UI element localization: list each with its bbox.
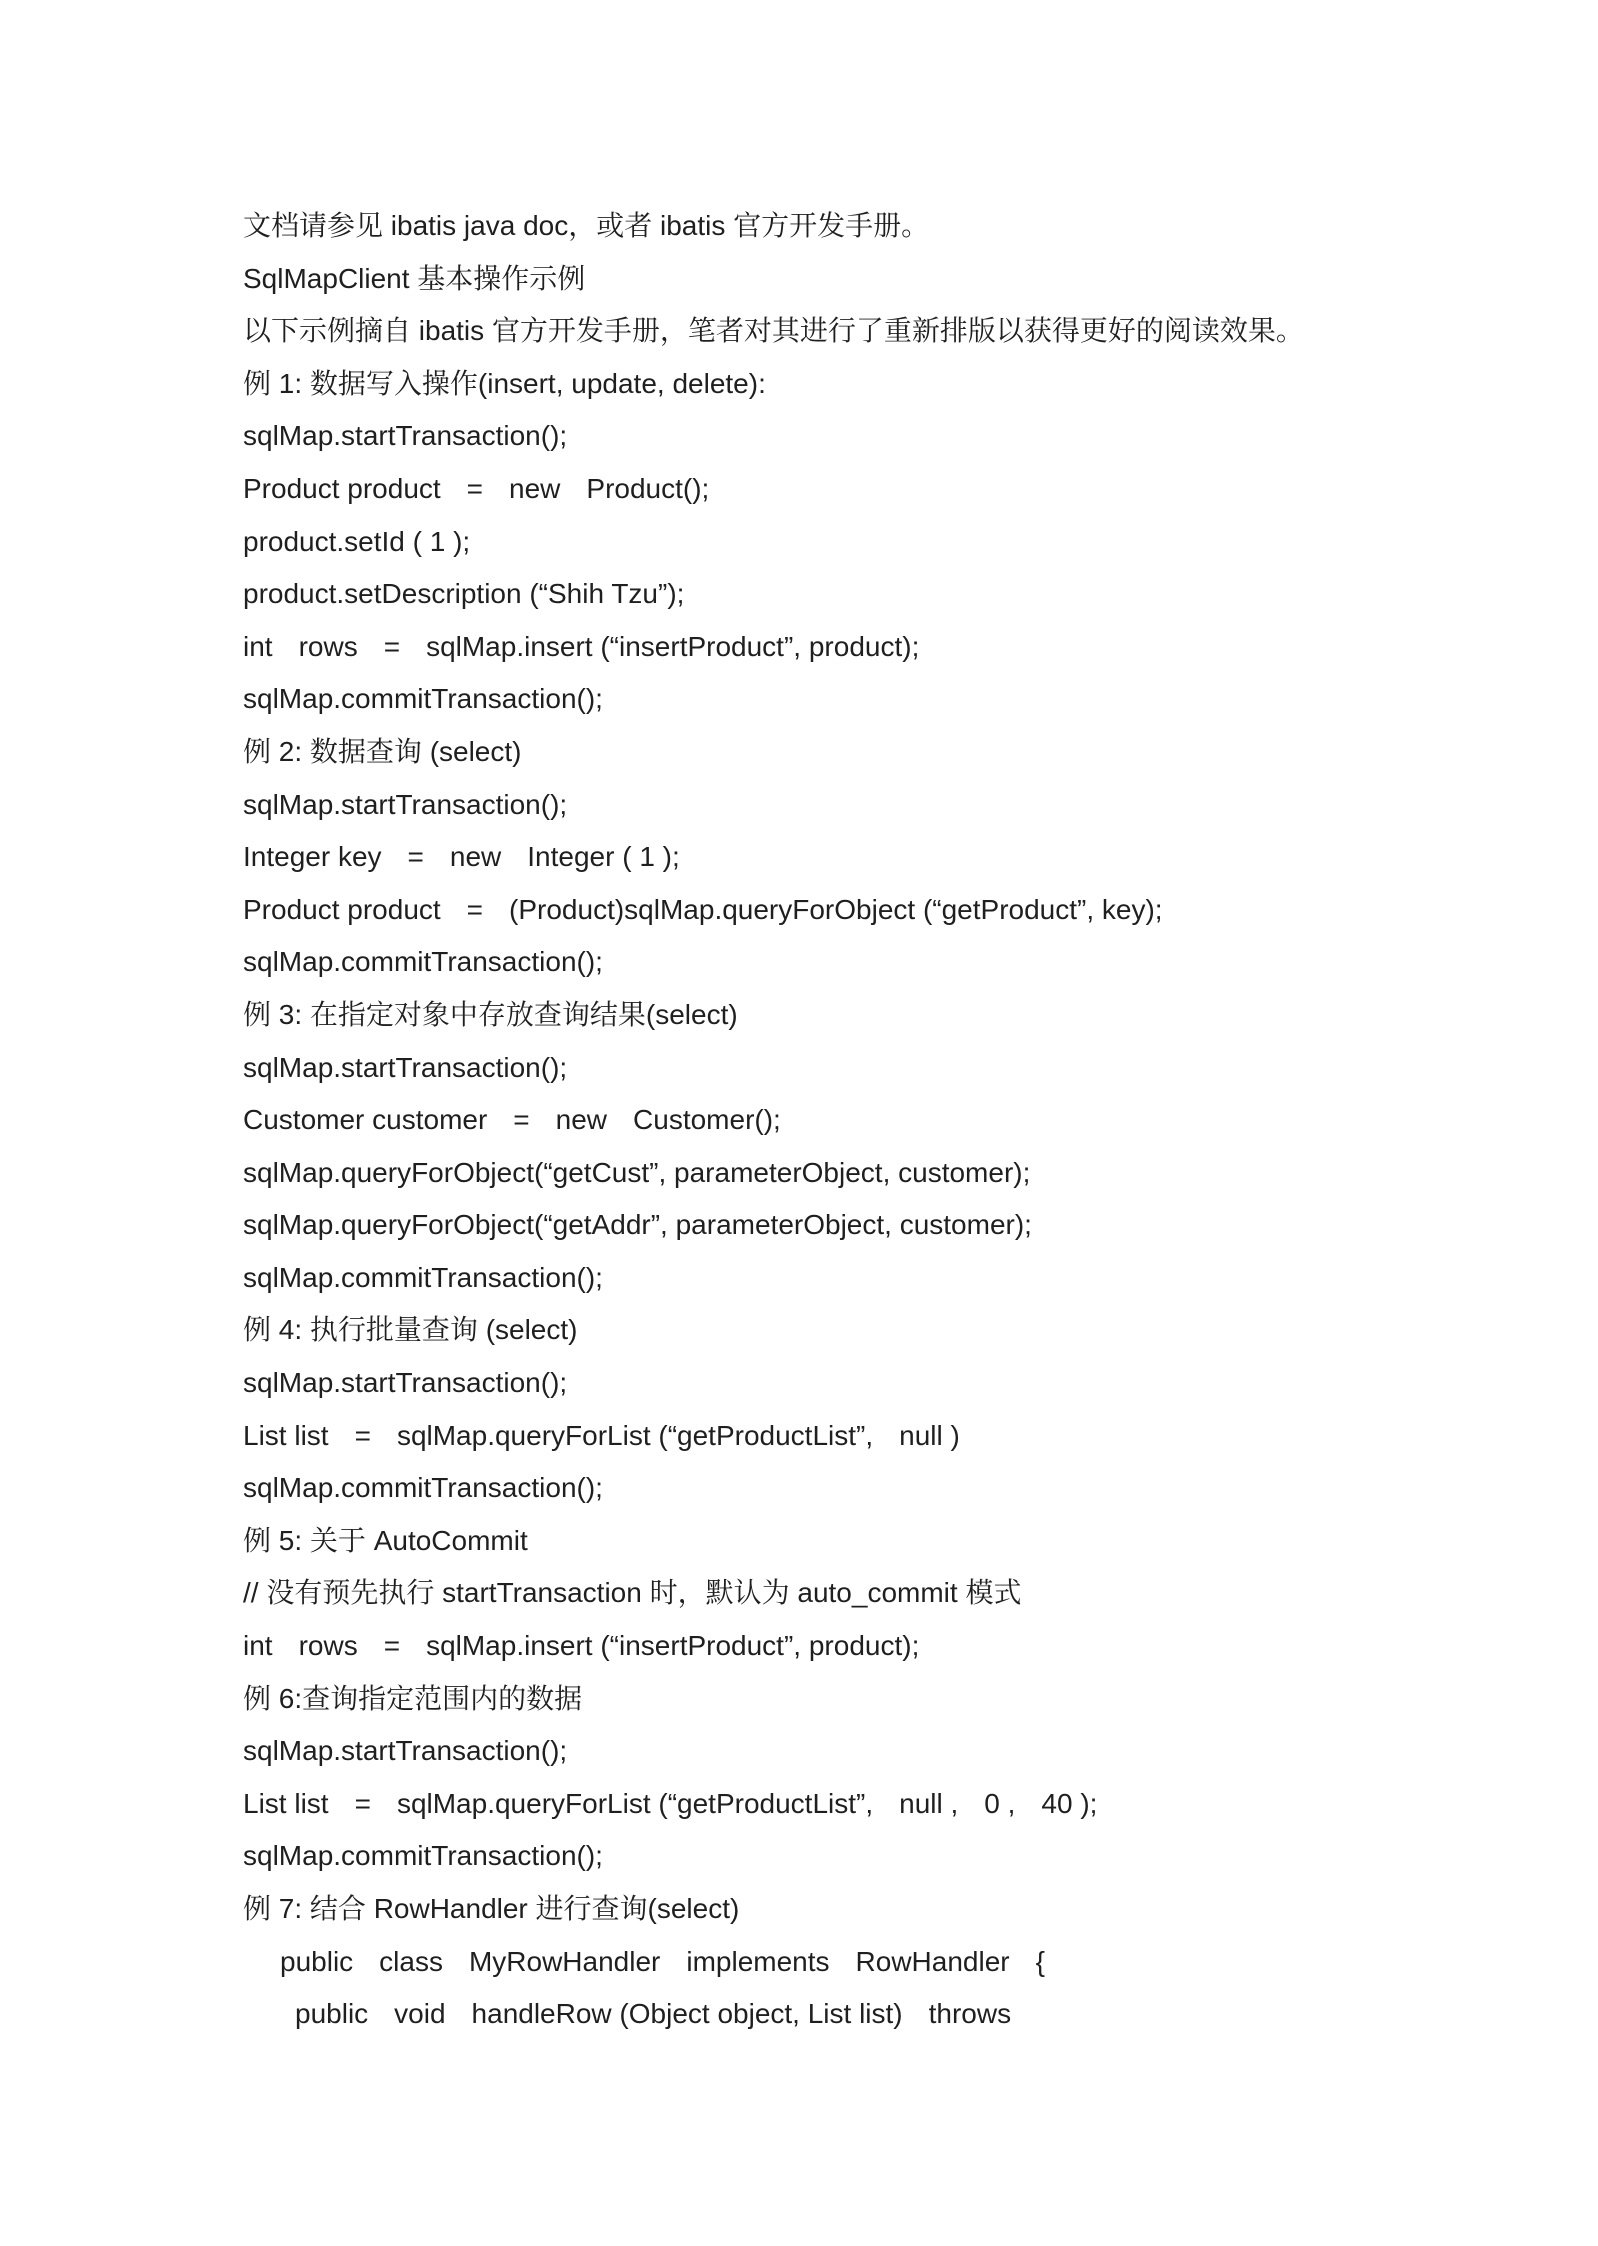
text-line-intro-doc	[0, 200, 1598, 253]
text-segment: rows	[298, 1630, 358, 1662]
text-segment: new	[555, 1104, 608, 1136]
text-segment: product.setDescription (“Shih Tzu”);	[243, 578, 685, 610]
text-segment: (Product)sqlMap.queryForObject (“getProduct”, key);	[509, 893, 1163, 925]
text-segment: Product product	[243, 472, 441, 504]
text-line-ex3-line-5	[0, 1252, 1598, 1305]
text-segment: =	[354, 1787, 371, 1819]
text-line-section-title	[0, 253, 1598, 306]
text-line-example-4-heading	[0, 1304, 1598, 1357]
text-line-ex1-line-2	[0, 463, 1598, 516]
text-segment: implements	[686, 1945, 830, 1977]
text-segment: new	[509, 472, 561, 504]
text-segment: rows	[298, 630, 358, 662]
text-segment: Integer key	[243, 841, 382, 873]
text-line-ex6-line-3	[0, 1830, 1598, 1883]
text-segment: public	[295, 1998, 369, 2030]
text-segment: product.setId ( 1 );	[243, 525, 471, 557]
text-segment: sqlMap.startTransaction();	[243, 788, 568, 820]
text-segment: 例 7: 结合 RowHandler 进行查询(select)	[243, 1893, 740, 1924]
text-line-ex4-line-1	[0, 1357, 1598, 1410]
text-segment: List list	[243, 1419, 329, 1451]
text-segment: new	[449, 841, 502, 873]
text-segment: sqlMap.startTransaction();	[243, 1367, 568, 1399]
text-segment: sqlMap.startTransaction();	[243, 1051, 568, 1083]
text-line-ex3-line-2	[0, 1094, 1598, 1147]
text-line-example-1-heading	[0, 358, 1598, 411]
text-segment: Product();	[586, 472, 710, 504]
text-segment: sqlMap.commitTransaction();	[243, 1261, 603, 1293]
text-line-section-intro	[0, 305, 1598, 358]
text-segment: sqlMap.commitTransaction();	[243, 1472, 603, 1504]
text-segment: sqlMap.commitTransaction();	[243, 946, 603, 978]
text-segment: Customer customer	[243, 1104, 488, 1136]
text-line-ex1-line-5	[0, 621, 1598, 674]
text-segment: =	[513, 1104, 530, 1136]
text-segment: null )	[899, 1419, 960, 1451]
text-segment: 例 4: 执行批量查询 (select)	[243, 1314, 578, 1346]
text-line-ex4-line-2	[0, 1410, 1598, 1463]
text-line-ex1-line-1	[0, 410, 1598, 463]
text-segment: 例 1: 数据写入操作(insert, update, delete):	[243, 367, 766, 399]
document-body	[0, 200, 1598, 2041]
text-segment: Integer ( 1 );	[527, 841, 680, 873]
text-line-ex1-line-3	[0, 516, 1598, 569]
text-line-ex6-line-2	[0, 1778, 1598, 1831]
text-line-ex2-line-2	[0, 831, 1598, 884]
text-segment: 0 ,	[984, 1787, 1016, 1819]
text-line-ex3-line-4	[0, 1199, 1598, 1252]
text-line-ex7-line-2	[0, 1988, 1598, 2041]
text-segment: int	[243, 630, 273, 662]
text-segment: List list	[243, 1787, 329, 1819]
text-segment: sqlMap.commitTransaction();	[243, 683, 603, 715]
text-line-example-6-heading	[0, 1673, 1598, 1726]
text-line-example-7-heading	[0, 1883, 1598, 1936]
text-line-ex3-line-1	[0, 1042, 1598, 1095]
text-segment: RowHandler	[855, 1945, 1010, 1977]
text-segment: SqlMapClient 基本操作示例	[243, 262, 586, 294]
text-line-ex7-line-1	[0, 1936, 1598, 1989]
text-segment: 例 5: 关于 AutoCommit	[243, 1524, 528, 1556]
text-segment: 例 6:查询指定范围内的数据	[243, 1682, 583, 1714]
text-segment: int	[243, 1630, 273, 1662]
text-segment: handleRow (Object object, List list)	[471, 1998, 903, 2030]
text-line-example-3-heading	[0, 989, 1598, 1042]
text-line-ex1-line-6	[0, 673, 1598, 726]
text-segment: // 没有预先执行 startTransaction 时，默认为 auto_commit 模式	[243, 1577, 1022, 1609]
text-segment: throws	[928, 1998, 1012, 2030]
text-line-ex1-line-4	[0, 568, 1598, 621]
text-line-ex5-line-1	[0, 1567, 1598, 1620]
text-segment: class	[379, 1945, 443, 1977]
text-line-ex2-line-3	[0, 884, 1598, 937]
text-segment: sqlMap.insert (“insertProduct”, product);	[426, 630, 920, 662]
text-segment: 以下示例摘自 ibatis 官方开发手册，笔者对其进行了重新排版以获得更好的阅读效果。	[243, 315, 1304, 347]
text-segment: null ,	[899, 1787, 959, 1819]
text-segment: 40 );	[1041, 1787, 1098, 1819]
text-line-ex3-line-3	[0, 1147, 1598, 1200]
text-segment: Product product	[243, 893, 441, 925]
text-segment: sqlMap.queryForList (“getProductList”,	[396, 1419, 874, 1451]
text-segment: sqlMap.startTransaction();	[243, 1735, 568, 1767]
text-segment: =	[466, 472, 484, 504]
text-line-ex2-line-1	[0, 779, 1598, 832]
text-segment: =	[407, 841, 424, 873]
text-line-ex5-line-2	[0, 1620, 1598, 1673]
text-segment: sqlMap.startTransaction();	[243, 420, 568, 452]
text-segment: =	[354, 1419, 371, 1451]
text-segment: 文档请参见 ibatis java doc，或者 ibatis 官方开发手册。	[243, 210, 930, 241]
text-line-ex4-line-3	[0, 1462, 1598, 1515]
text-segment: public	[280, 1945, 354, 1977]
text-segment: {	[1035, 1945, 1045, 1977]
text-segment: void	[394, 1998, 446, 2030]
text-segment: 例 3: 在指定对象中存放查询结果(select)	[243, 998, 738, 1030]
text-segment: =	[466, 893, 484, 925]
text-line-ex6-line-1	[0, 1725, 1598, 1778]
text-segment: MyRowHandler	[468, 1945, 661, 1977]
text-segment: Customer();	[633, 1104, 781, 1136]
text-line-example-5-heading	[0, 1515, 1598, 1568]
text-line-ex2-line-4	[0, 936, 1598, 989]
text-segment: 例 2: 数据查询 (select)	[243, 735, 522, 767]
text-segment: sqlMap.commitTransaction();	[243, 1840, 603, 1872]
text-segment: sqlMap.insert (“insertProduct”, product);	[426, 1630, 920, 1662]
text-segment: sqlMap.queryForList (“getProductList”,	[396, 1787, 874, 1819]
text-segment: sqlMap.queryForObject(“getAddr”, parameterObject, customer);	[243, 1209, 1032, 1241]
text-line-example-2-heading	[0, 726, 1598, 779]
text-segment: sqlMap.queryForObject(“getCust”, parameterObject, customer);	[243, 1156, 1031, 1188]
text-segment: =	[383, 630, 401, 662]
text-segment: =	[383, 1630, 401, 1662]
